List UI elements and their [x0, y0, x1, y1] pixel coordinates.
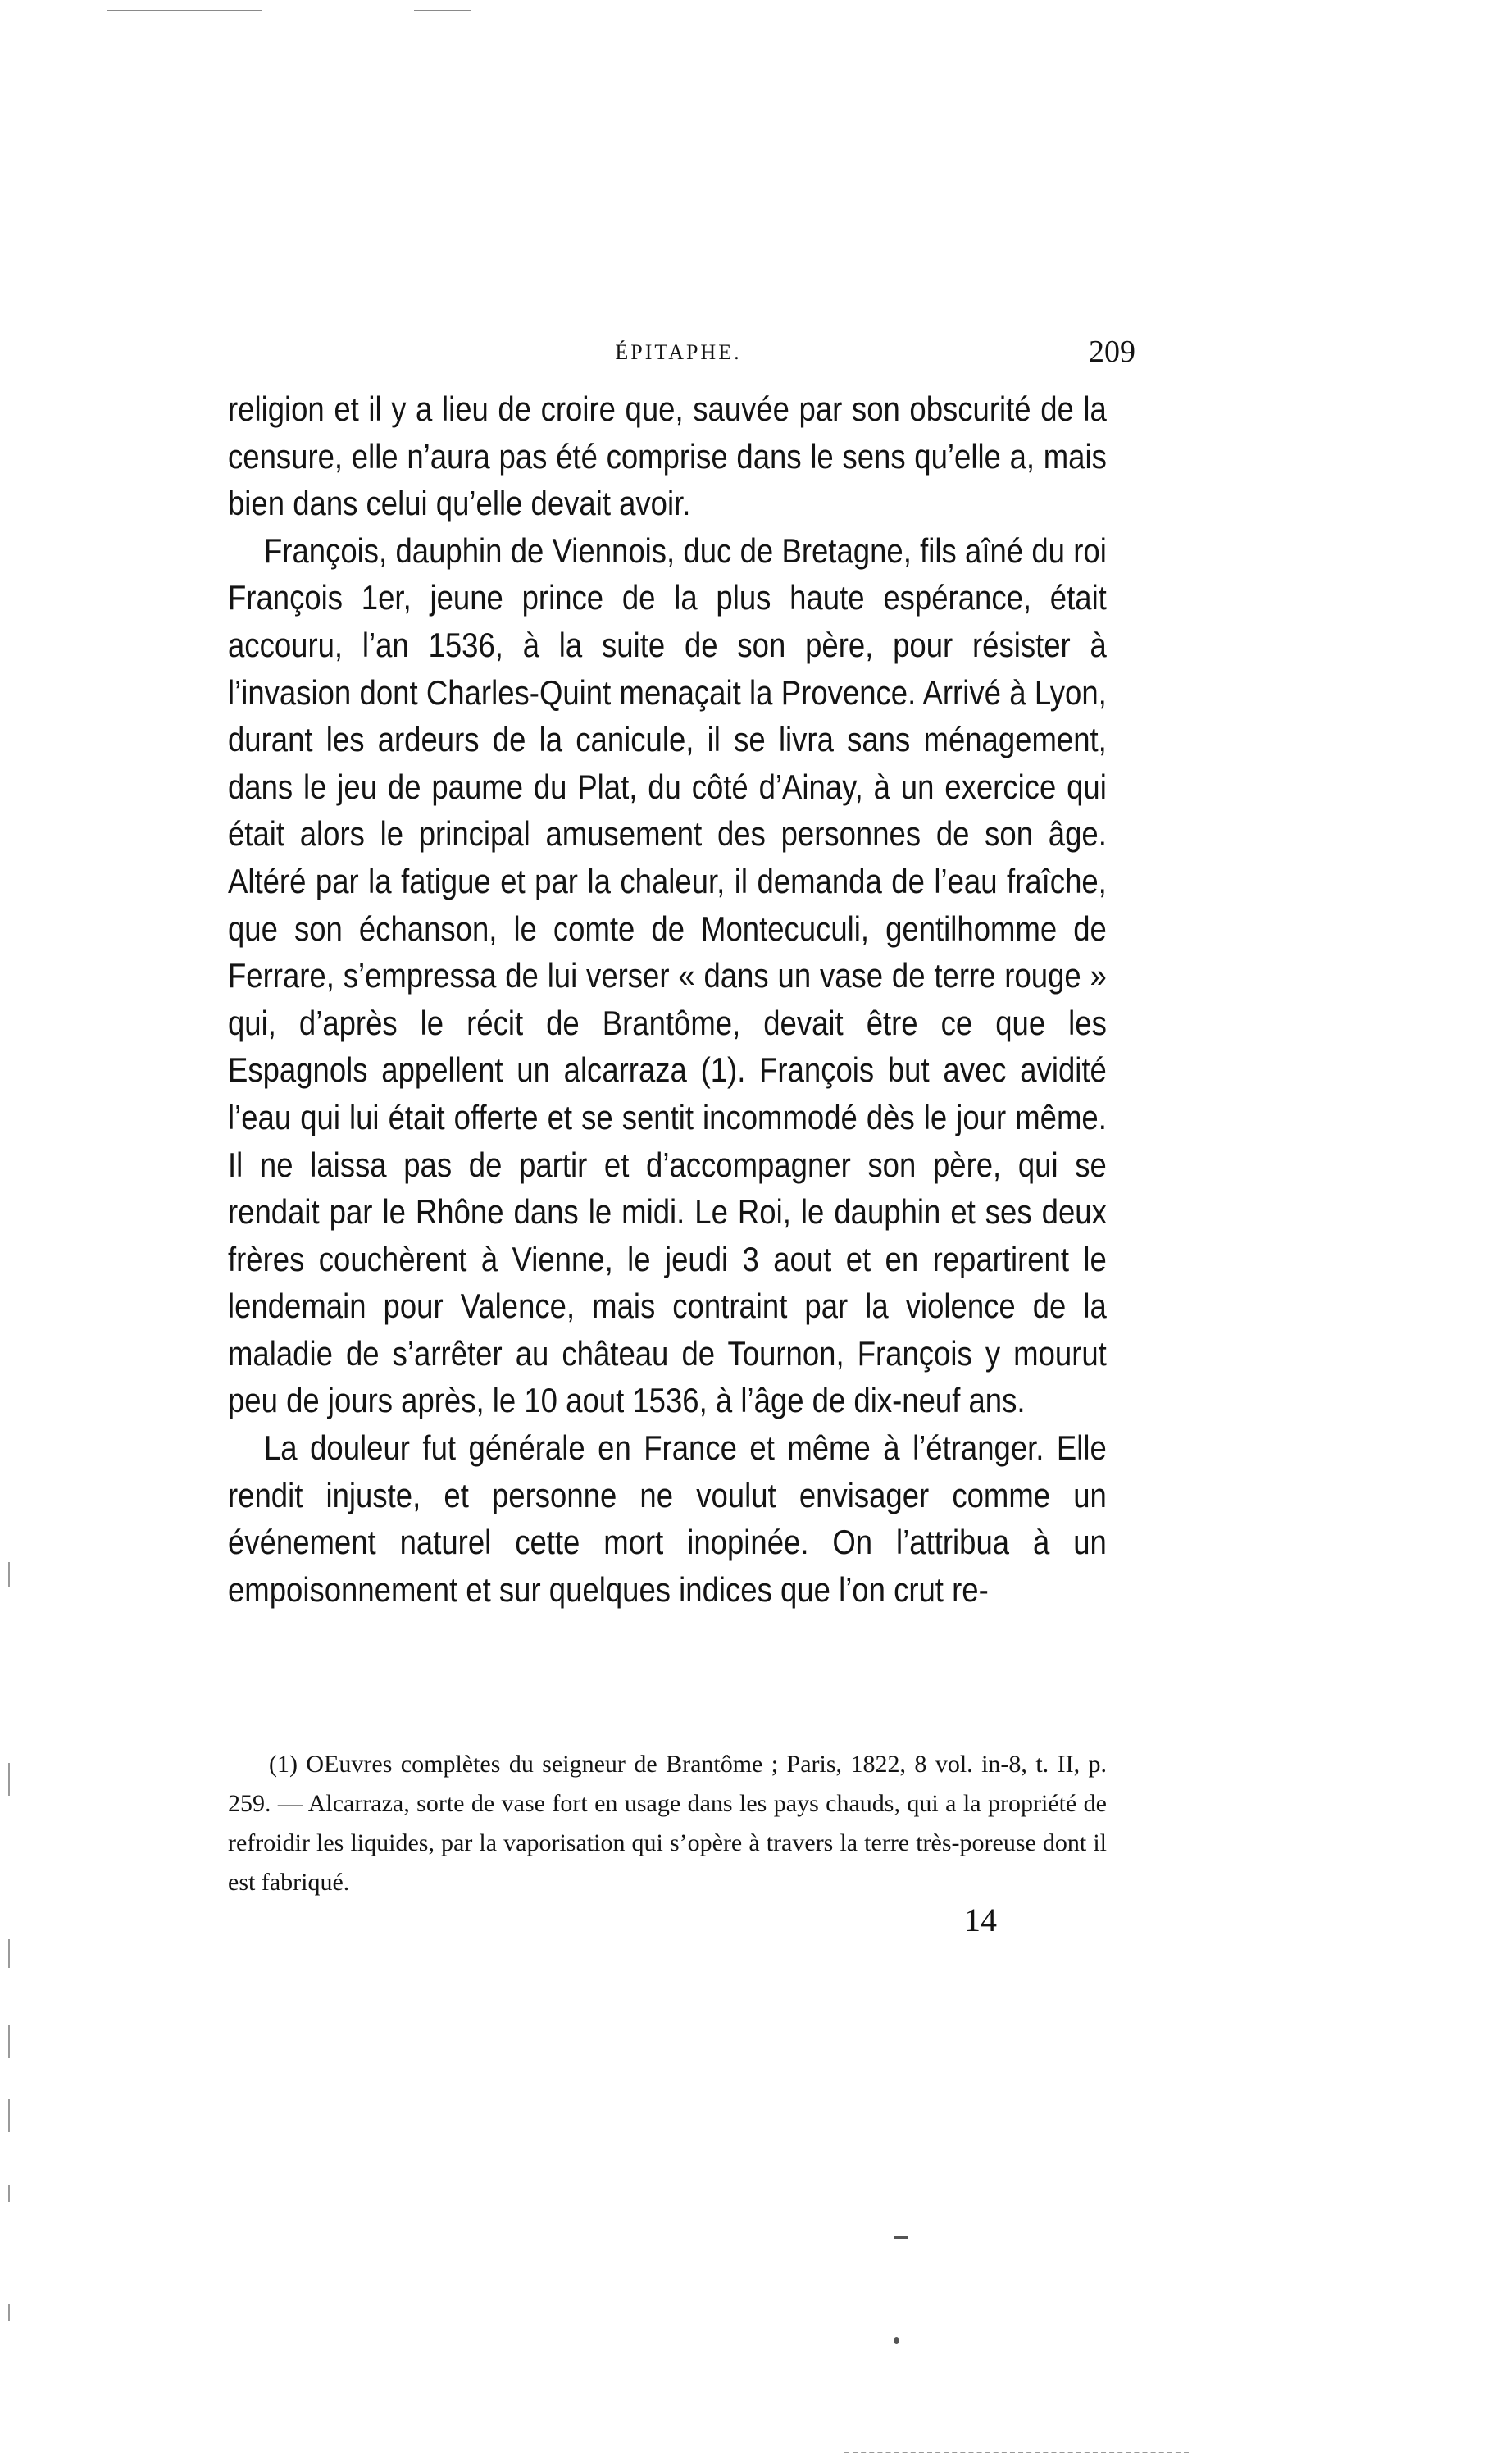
footnote: (1) OEuvres complètes du seigneur de Brantôme ; Paris, 1822, 8 vol. in-8, t. II, p. 259. — Alcarraza, sorte de vase fort en usage dans les pays chauds, qui a la propriété de refroidir les liquides, par la vaporisation qui s’opère à travers la terre très-poreuse dont il est fabriqué. [228, 1751, 1107, 1896]
paragraph: religion et il y a lieu de croire que, sauvée par son obscurité de la censure, elle n’aura pas été comprise dans le sens qu’elle a, mais bien dans celui qu’elle devait avoir. [228, 389, 1107, 523]
paragraph: La douleur fut générale en France et même à l’étranger. Elle rendit injuste, et personne ne voulut envisager comme un événement naturel cette mort inopinée. On l’attribua à un empoisonnement et sur quelques indices que l’on crut re- [228, 1428, 1107, 1609]
ink-speck [894, 2337, 899, 2344]
footnotes [228, 1745, 1107, 1902]
body-text [228, 385, 1107, 1613]
margin-tick [8, 1562, 10, 1587]
signature-mark: 14 [964, 1902, 997, 1938]
margin-tick [8, 2025, 10, 2058]
margin-tick [8, 2185, 10, 2202]
margin-tick [8, 1939, 10, 1968]
paragraph: François, dauphin de Viennois, duc de Bretagne, fils aîné du roi François 1er, jeune prince de la plus haute espérance, était accouru, l’an 1536, à la suite de son père, pour résister à l’invasion dont Charles-Quint menaçait la Provence. Arrivé à Lyon, durant les ardeurs de la canicule, il se livra sans ménagement, dans le jeu de paume du Plat, du côté d’Ainay, à un exercice qui était alors le principal amusement des personnes de son âge. Altéré par la fatigue et par la chaleur, il demanda de l’eau fraîche, que son échanson, le comte de Montecuculi, gentilhomme de Ferrare, s’empressa de lui verser « dans un vase de terre rouge » qui, d’après le récit de Brantôme, devait être ce que les Espagnols appellent un alcarraza (1). François but avec avidité l’eau qui lui était offerte et se sentit incommodé dès le jour même. Il ne laissa pas de partir et d’accompagner son père, qui se rendait par le Rhône dans le midi. Le Roi, le dauphin et ses deux frères couchèrent à Vienne, le jeudi 3 aout et en repartirent le lendemain pour Valence, mais contraint par la violence de la maladie de s’arrêter au château de Tournon, François y mourut peu de jours après, le 10 aout 1536, à l’âge de dix-neuf ans. [228, 531, 1107, 1420]
top-edge-rule [107, 10, 262, 11]
margin-tick [8, 1763, 10, 1796]
margin-tick [8, 2099, 10, 2132]
page-header [221, 335, 1135, 389]
bottom-edge-rule [844, 2452, 1189, 2453]
page-number: 209 [1089, 335, 1135, 369]
ink-speck [894, 2236, 908, 2239]
margin-tick [8, 2304, 10, 2321]
top-edge-rule-short [414, 10, 471, 11]
running-head: ÉPITAPHE. [615, 340, 742, 364]
